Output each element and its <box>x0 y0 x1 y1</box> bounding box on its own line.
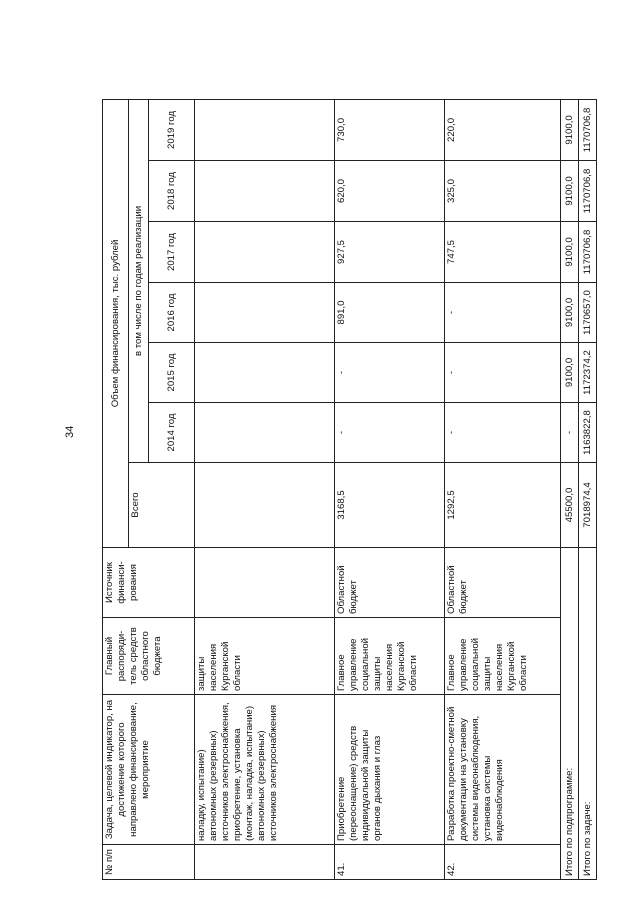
header-num: № п/п <box>103 845 195 880</box>
header-by-years: в том числе по годам реализации <box>129 99 149 462</box>
row-manager: Главное управление социальной защиты населения Курганской области <box>445 618 561 695</box>
row-year-value <box>195 403 335 463</box>
task-year-value: 1170706,8 <box>579 99 597 160</box>
row-num <box>195 845 335 880</box>
header-year: 2015 год <box>149 343 195 403</box>
task-year-value: 1170706,8 <box>579 222 597 283</box>
row-manager: Главное управление социальной защиты населения Курганской области <box>335 618 445 695</box>
task-year-value: 1170706,8 <box>579 161 597 222</box>
header-funding: Объем финансирования, тыс. рублей <box>103 99 129 547</box>
subprogram-year-value: - <box>561 403 579 463</box>
subprogram-year-value: 9100,0 <box>561 222 579 283</box>
row-year-value: 927,5 <box>335 222 445 283</box>
row-num: 41. <box>335 845 445 880</box>
task-year-value: 1163822,8 <box>579 403 597 463</box>
header-manager: Главный распоряди-тель средств областного бюджета <box>103 618 195 695</box>
task-total-row <box>579 99 597 879</box>
row-year-value: - <box>335 343 445 403</box>
row-task: Приобретение (переоснащение) средств индивидуальной защиты органов дыхания и глаз <box>335 695 445 845</box>
row-year-value: - <box>445 283 561 343</box>
table-row <box>445 99 561 879</box>
subprogram-year-value: 9100,0 <box>561 343 579 403</box>
task-year-value: 1170657,0 <box>579 283 597 343</box>
row-year-value: 325,0 <box>445 161 561 222</box>
header-total: Всего <box>129 463 195 548</box>
header-year: 2014 год <box>149 403 195 463</box>
row-year-value <box>195 283 335 343</box>
row-source: Областной бюджет <box>335 548 445 618</box>
header-task: Задача, целевой индикатор, на достижение которого направлено финансирование, мероприятие <box>103 695 195 845</box>
row-year-value: 220,0 <box>445 99 561 160</box>
task-total-value: 7018974,4 <box>579 463 597 548</box>
row-year-value: 747,5 <box>445 222 561 283</box>
row-year-value <box>195 222 335 283</box>
row-task: наладку, испытание) автономных (резервных) источников электроснабжения, приобретение, установка (монтаж, наладка, испытание) автономных (резервных) источников электроснабжения <box>195 695 335 845</box>
row-year-value: - <box>445 343 561 403</box>
row-source <box>195 548 335 618</box>
subprogram-year-value: 9100,0 <box>561 161 579 222</box>
subprogram-total-label: Итого по подпрограмме: <box>561 548 579 880</box>
row-year-value: - <box>335 403 445 463</box>
row-year-value <box>195 343 335 403</box>
row-year-value: 620,0 <box>335 161 445 222</box>
header-year: 2016 год <box>149 283 195 343</box>
subprogram-total-value: 45500,0 <box>561 463 579 548</box>
header-year: 2019 год <box>149 99 195 160</box>
header-year: 2018 год <box>149 161 195 222</box>
table-row <box>335 99 445 879</box>
header-source: Источник финанси-рования <box>103 548 195 618</box>
row-total: 3168,5 <box>335 463 445 548</box>
subprogram-total-row <box>561 99 579 879</box>
row-source: Областной бюджет <box>445 548 561 618</box>
row-total: 1292,5 <box>445 463 561 548</box>
row-year-value: 891,0 <box>335 283 445 343</box>
row-manager: защиты населения Курганской области <box>195 618 335 695</box>
subprogram-year-value: 9100,0 <box>561 99 579 160</box>
subprogram-year-value: 9100,0 <box>561 283 579 343</box>
row-year-value: 730,0 <box>335 99 445 160</box>
task-total-label: Итого по задаче: <box>579 548 597 880</box>
row-year-value: - <box>445 403 561 463</box>
header-year: 2017 год <box>149 222 195 283</box>
row-year-value <box>195 161 335 222</box>
table-row <box>195 99 335 879</box>
row-task: Разработка проектно-сметной документации на установку системы видеонаблюдения, установка системы видеонаблюдения <box>445 695 561 845</box>
rotated-table-page <box>102 100 622 880</box>
row-total <box>195 463 335 548</box>
task-year-value: 1172374,2 <box>579 343 597 403</box>
page-number: 34 <box>64 425 76 438</box>
funding-table <box>102 99 597 880</box>
row-num: 42. <box>445 845 561 880</box>
row-year-value <box>195 99 335 160</box>
